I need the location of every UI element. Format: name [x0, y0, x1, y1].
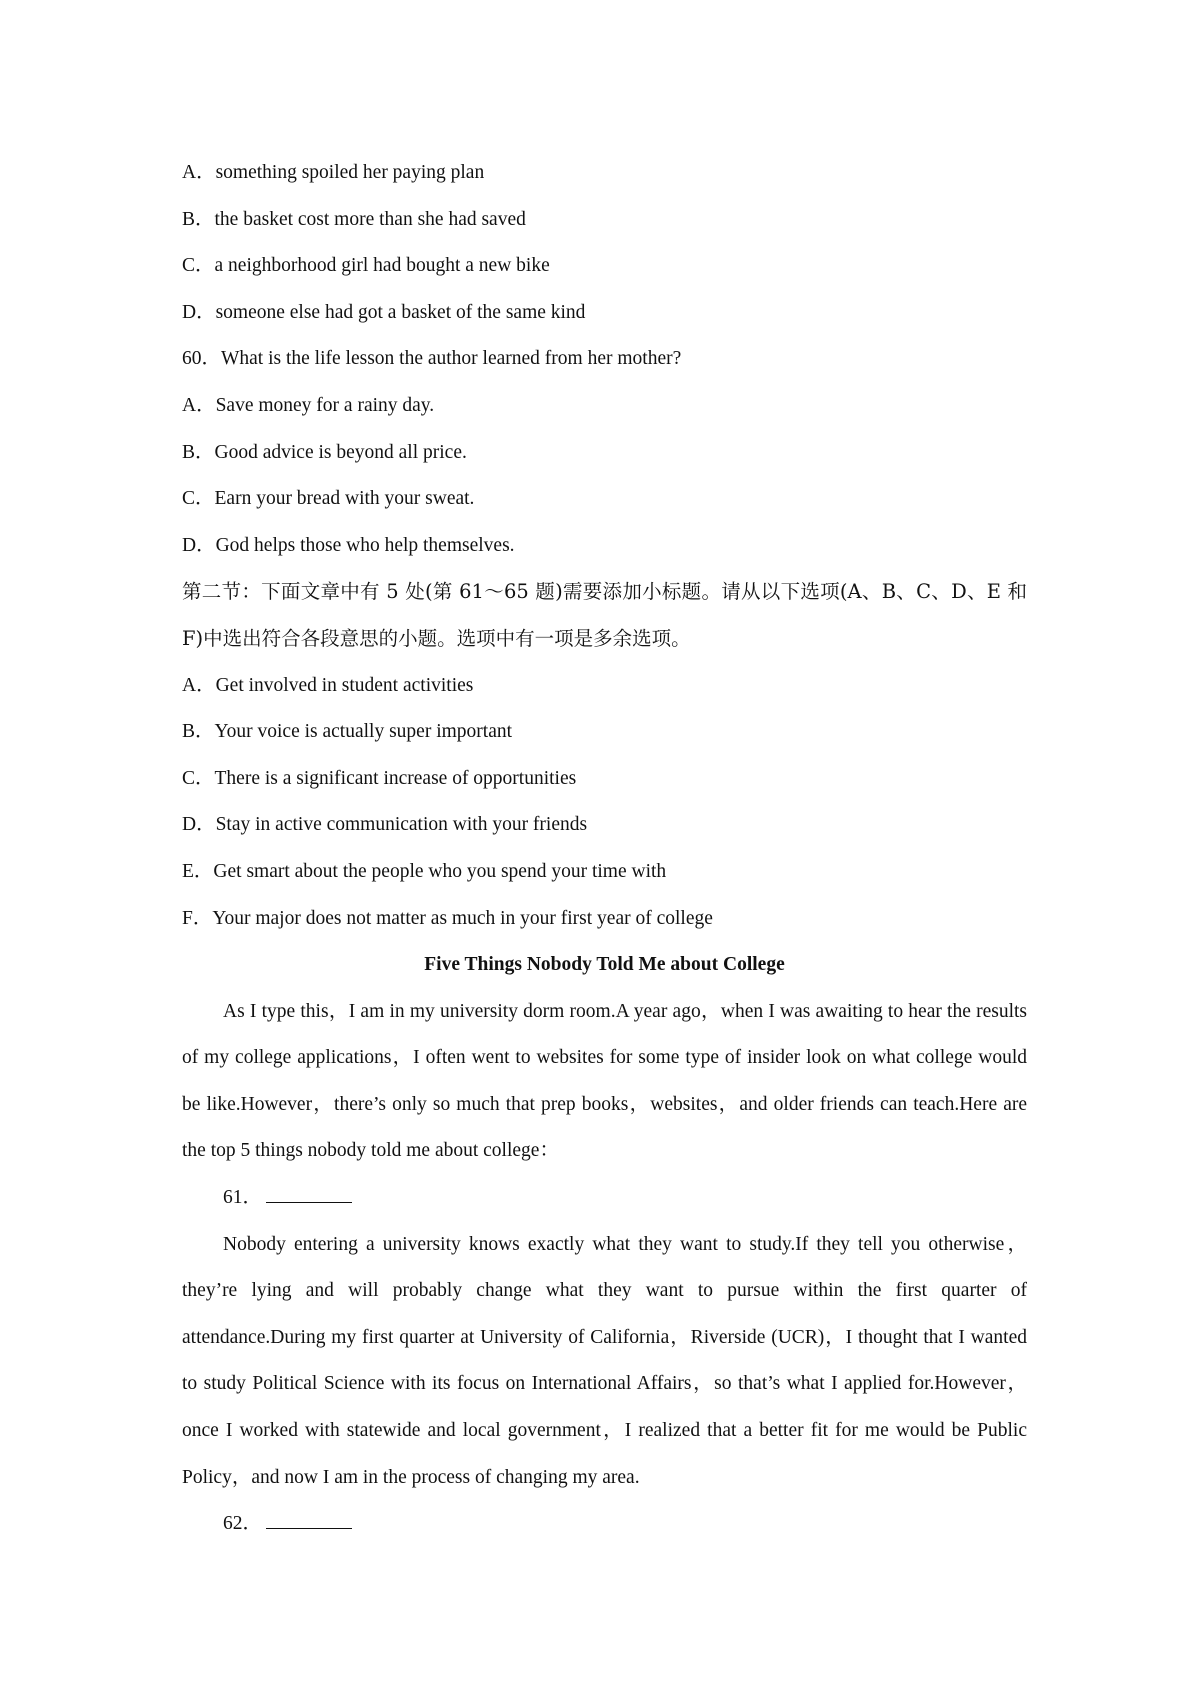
document-page [182, 150, 1027, 1548]
question-62-number: 62． [223, 1513, 263, 1535]
question-61 [182, 1175, 1027, 1222]
section2-option-c: C．There is a significant increase of opportunities [182, 767, 577, 789]
section2-option-b: B．Your voice is actually super important [182, 721, 513, 743]
section2-option-e: E．Get smart about the people who you spend your time with [182, 860, 667, 882]
q60-option-a: A．Save money for a rainy day. [182, 394, 435, 416]
article-intro: As I type this，I am in my university dorm room.A year ago，when I was awaiting to hear the results of my college applications，I often went to websites for some type of insider look on what college would be like.However，there’s only so much that prep books，websites，and older friends can teach.Here are the top 5 things nobody told me about college： [182, 1000, 1027, 1162]
q60-option-b: B．Good advice is beyond all price. [182, 441, 467, 463]
q60-option-c: C．Earn your bread with your sweat. [182, 488, 475, 510]
section2-instruction: 第二节：下面文章中有 5 处(第 61～65 题)需要添加小标题。请从以下选项(A、B、C、D、E 和 F)中选出符合各段意思的小题。选项中有一项是多余选项。 [182, 580, 1027, 650]
question-62 [182, 1501, 1027, 1548]
answer-blank-61[interactable] [266, 1184, 352, 1203]
section2-option-d: D．Stay in active communication with your friends [182, 814, 588, 836]
q59-option-d: D．someone else had got a basket of the same kind [182, 301, 586, 323]
section2-option-a: A．Get involved in student activities [182, 674, 474, 696]
article-paragraph-1: Nobody entering a university knows exactly what they want to study.If they tell you otherwise，they’re lying and will probably change what they want to pursue within the first quarter of attendance.During my first quarter at University of California，Riverside (UCR)，I thought that I wanted to study Political Science with its focus on International Affairs，so that’s what I applied for.However，once I worked with statewide and local government，I realized that a better fit for me would be Public Policy，and now I am in the process of changing my area. [182, 1233, 1027, 1488]
q59-option-a: A．something spoiled her paying plan [182, 162, 485, 183]
q60-option-d: D．God helps those who help themselves. [182, 534, 515, 556]
article-title: Five Things Nobody Told Me about College [424, 954, 785, 976]
q59-option-b: B．the basket cost more than she had saved [182, 208, 526, 230]
answer-blank-62[interactable] [266, 1510, 352, 1529]
q59-option-c: C．a neighborhood girl had bought a new bike [182, 255, 550, 277]
q60-question: 60．What is the life lesson the author learned from her mother? [182, 348, 682, 370]
question-61-number: 61． [223, 1187, 263, 1209]
section2-option-f: F．Your major does not matter as much in your first year of college [182, 907, 713, 929]
